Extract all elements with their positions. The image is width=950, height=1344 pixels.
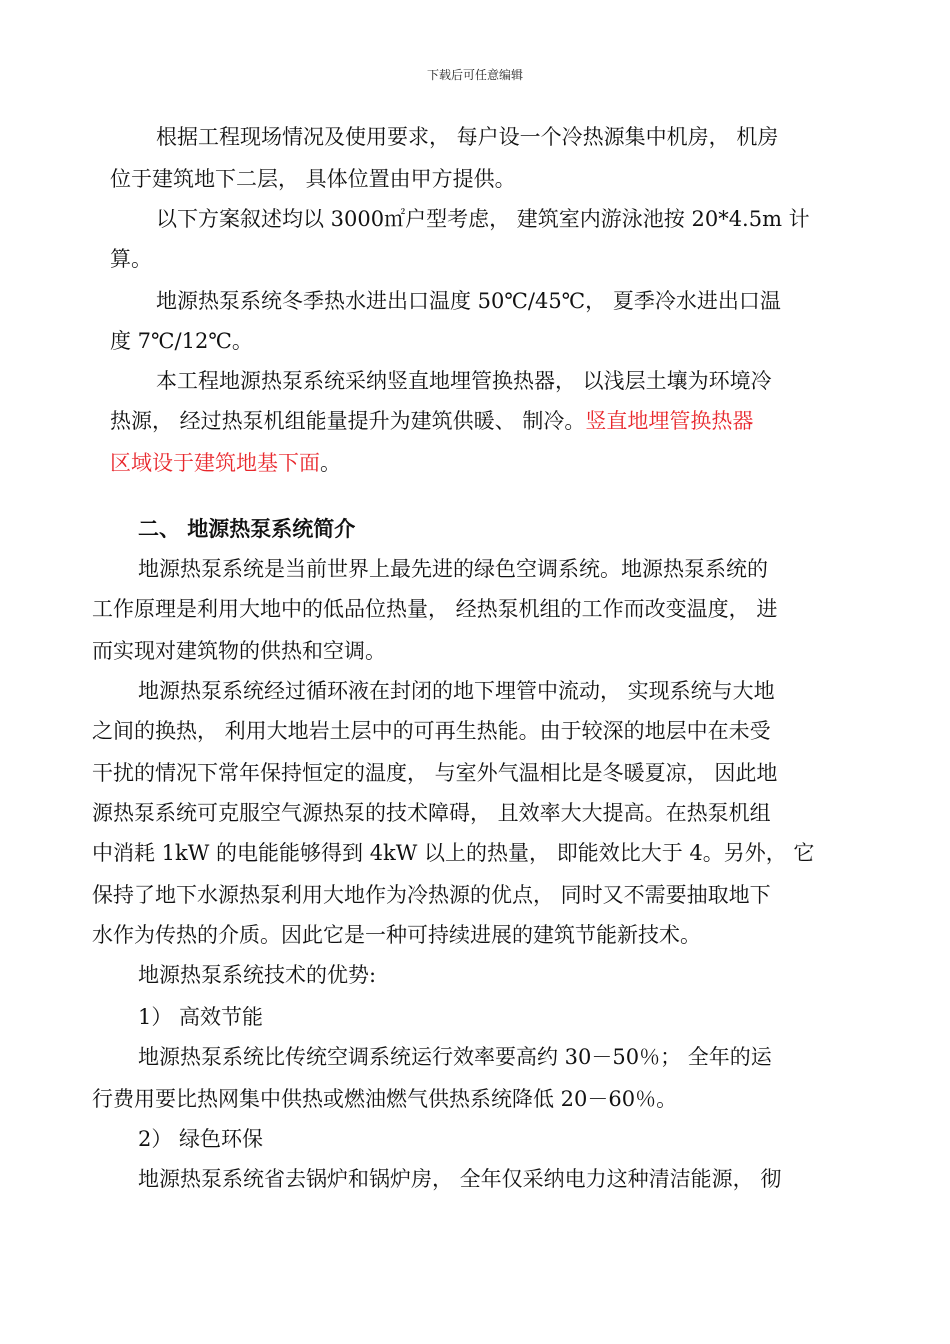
s2-p2-line5: 中消耗 1kW 的电能能够得到 4kW 以上的热量， 即能效比大于 4。另外， 它 xyxy=(92,841,815,865)
s2-p1-line2: 工作原理是利用大地中的低品位热量， 经热泵机组的工作而改变温度， 进 xyxy=(92,597,778,621)
s1-p3-line1: 地源热泵系统冬季热水进出口温度 50℃/45℃， 夏季冷水进出口温 xyxy=(156,289,781,313)
s2-p2-line7: 水作为传热的介质。因此它是一种可持续进展的建筑节能新技术。 xyxy=(92,923,701,947)
s2-p2-line1: 地源热泵系统经过循环液在封闭的地下埋管中流动， 实现系统与大地 xyxy=(138,679,775,703)
s2-p2-line6: 保持了地下水源热泵利用大地作为冷热源的优点， 同时又不需要抽取地下 xyxy=(92,883,771,907)
section2-heading: 二、 地源热泵系统简介 xyxy=(138,517,356,541)
s2-p2-line4: 源热泵系统可克服空气源热泵的技术障碍， 且效率大大提高。在热泵机组 xyxy=(92,801,771,825)
s2-p1-line1: 地源热泵系统是当前世界上最先进的绿色空调系统。地源热泵系统的 xyxy=(138,557,768,581)
s1-p4-line3 xyxy=(110,450,341,476)
s2-item1-line2: 行费用要比热网集中供热或燃油燃气供热系统降低 20－60％。 xyxy=(92,1087,678,1111)
s1-p1-line2: 位于建筑地下二层， 具体位置由甲方提供。 xyxy=(110,167,516,191)
s2-p3: 地源热泵系统技术的优势: xyxy=(138,963,377,987)
s1-p2-line1: 以下方案叙述均以 3000㎡户型考虑， 建筑室内游泳池按 20*4.5m 计 xyxy=(156,207,810,231)
s2-item1-title: 1） 高效节能 xyxy=(138,1005,264,1029)
s2-item2-line1: 地源热泵系统省去锅炉和锅炉房， 全年仅采纳电力这种清洁能源， 彻 xyxy=(138,1167,782,1191)
s2-item1-line1: 地源热泵系统比传统空调系统运行效率要高约 30－50％； 全年的运 xyxy=(138,1045,772,1069)
s1-p4-line3-end: 。 xyxy=(320,451,341,475)
s1-p4-line1: 本工程地源热泵系统采纳竖直地埋管换热器， 以浅层土壤为环境冷 xyxy=(156,369,772,393)
s1-p2-line2: 算。 xyxy=(110,247,152,271)
s1-p4-line2-highlight: 竖直地埋管换热器 xyxy=(585,409,754,433)
s1-p1-line1: 根据工程现场情况及使用要求， 每户设一个冷热源集中机房， 机房 xyxy=(156,125,779,149)
page-header: 下载后可任意编辑 xyxy=(426,68,523,82)
s2-p1-line3: 而实现对建筑物的供热和空调。 xyxy=(92,639,386,663)
s2-p2-line3: 干扰的情况下常年保持恒定的温度， 与室外气温相比是冬暖夏凉， 因此地 xyxy=(92,761,778,785)
s1-p4-line2 xyxy=(110,408,753,434)
s1-p3-line2: 度 7℃/12℃。 xyxy=(110,329,253,353)
s2-p2-line2: 之间的换热， 利用大地岩土层中的可再生热能。由于较深的地层中在未受 xyxy=(92,719,771,743)
s1-p4-line3-highlight: 区域设于建筑地基下面 xyxy=(110,451,320,475)
s2-item2-title: 2） 绿色环保 xyxy=(138,1127,264,1151)
s1-p4-line2-text: 热源， 经过热泵机组能量提升为建筑供暖、 制冷。 xyxy=(110,409,586,433)
